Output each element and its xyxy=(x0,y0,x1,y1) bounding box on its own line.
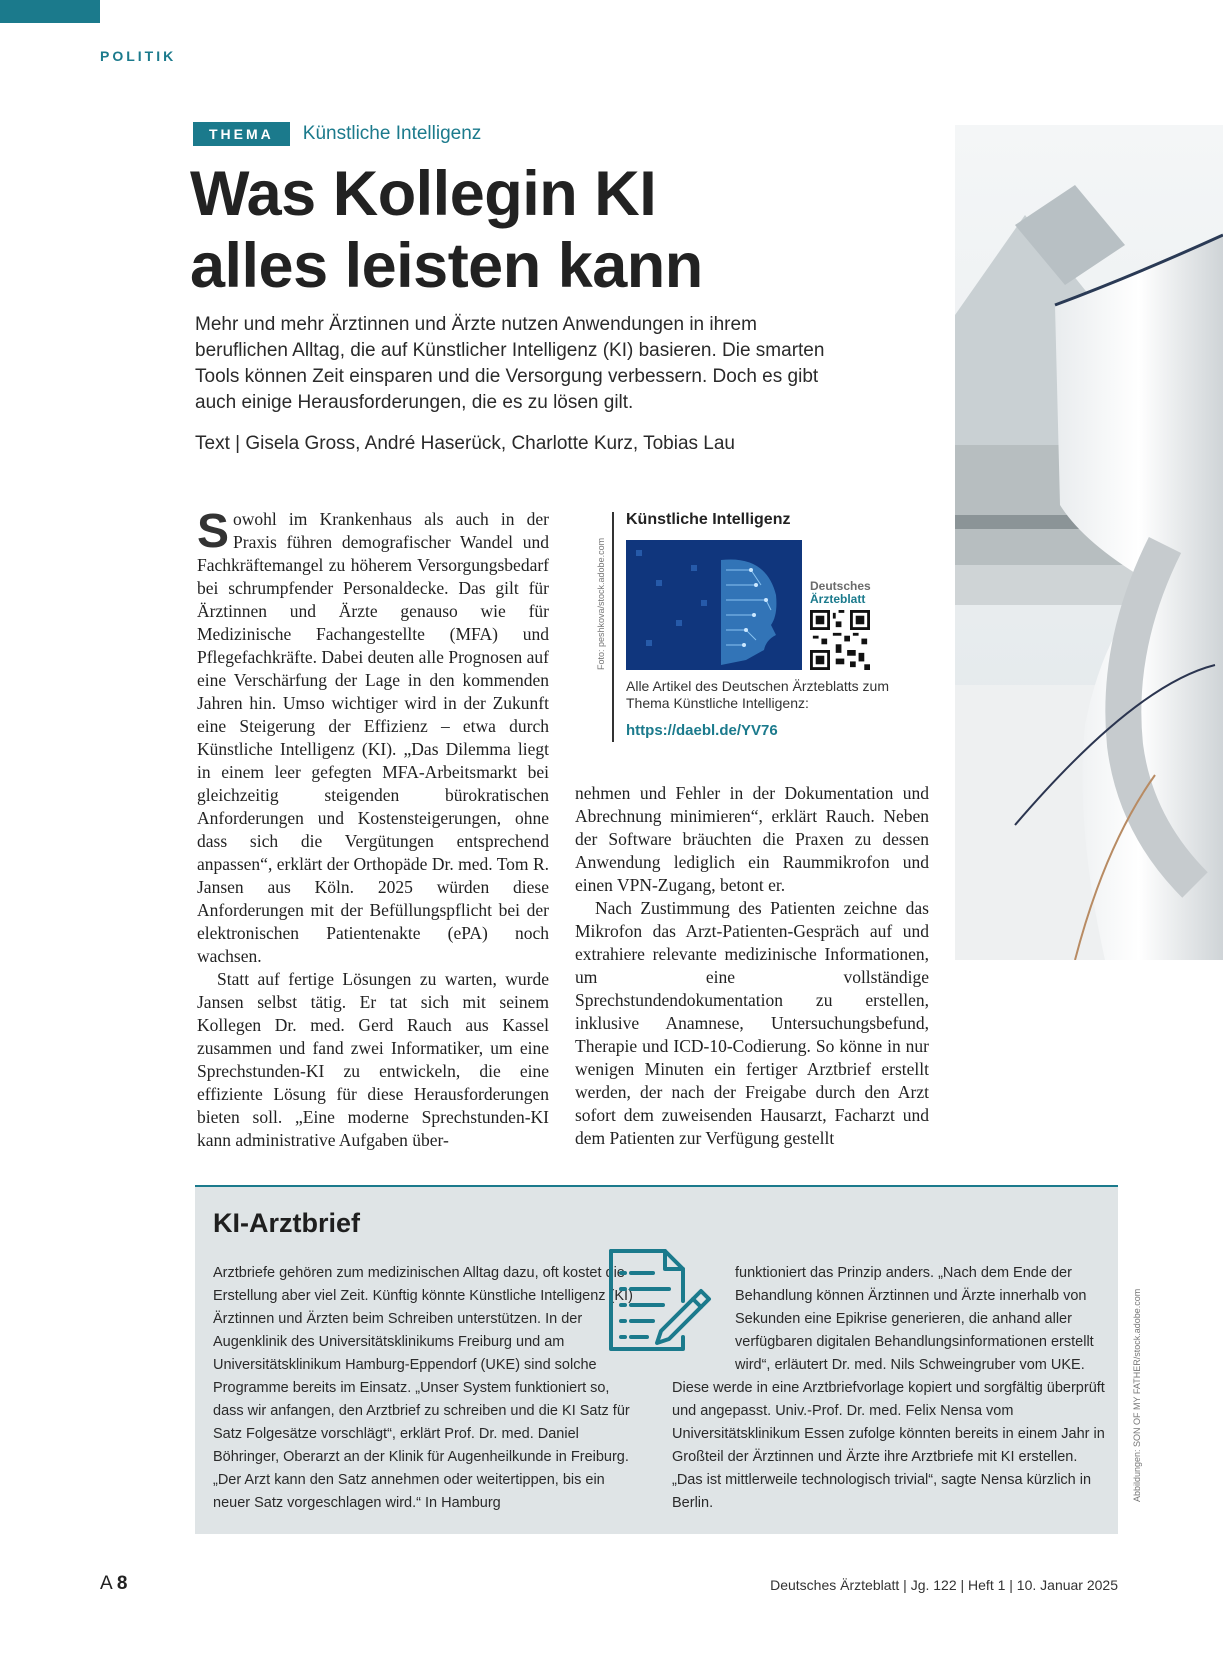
box-column-2-bottom: Diese werde in eine Arztbriefvorlage kopiert und sorgfältig überprüft und angepasst. Univ.-Prof. Dr. med. Felix Nensa vom Universitätsklinikum Essen zufolge könnten bereits in einem Jahr in Großteil der Ärztinnen und Ärzte ihre Arztbriefe mit KI erstellen. „Das ist mittlerweile technologisch trivial“, sagte Nensa kürzlich in Berlin. xyxy=(672,1380,1105,1511)
page-number xyxy=(100,1573,127,1595)
byline: Text | Gisela Gross, André Haserück, Charlotte Kurz, Tobias Lau xyxy=(195,433,735,454)
tag-label: THEMA xyxy=(193,122,290,146)
body-column-1 xyxy=(197,505,549,1152)
document-pen-icon xyxy=(603,1245,713,1355)
computer-monitor-photo xyxy=(955,125,1223,960)
qr-code-icon[interactable] xyxy=(810,610,870,670)
page-number-value: 8 xyxy=(116,1573,128,1594)
dropcap: S xyxy=(197,505,230,558)
box-title: KI-Arztbrief xyxy=(213,1208,360,1238)
ai-head-image xyxy=(626,540,802,670)
footer-citation: Deutsches Ärzteblatt | Jg. 122 | Heft 1 | 10. Januar 2025 xyxy=(770,1577,1118,1593)
box-column-1: Arztbriefe gehören zum medizinischen Alltag dazu, oft kostet die Erstellung aber viel Zeit. Künftig könnte Künstliche Intelligenz (KI) Ärztinnen und Ärzten beim Schreiben unterstützen. In der Augenklinik des Universitätsklinikums Freiburg und am Universitätsklinikum Hamburg-Eppendorf (UKE) sind solche Programme bereits im Einsatz. „Unser System funktioniert so, dass wir anfangen, den Arztbrief zu schreiben und die KI Satz für Satz Folgesätze vorschlägt“, erklärt Prof. Dr. med. Daniel Böhringer, Oberarzt an der Klinik für Augenheilkunde in Freiburg. „Der Arzt kann den Satz annehmen oder weitertippen, bis ein neuer Satz vorgeschlagen wird.“ In Hamburg xyxy=(213,1265,633,1511)
topic-tag xyxy=(193,122,481,146)
brand-logo xyxy=(810,580,871,606)
lead-paragraph: Mehr und mehr Ärztinnen und Ärzte nutzen Anwendungen in ihrem beruflichen Alltag, die auf Künstlicher Intelligenz (KI) basieren. Die smarten Tools können Zeit einsparen und die Versorgung verbessern. Doch es gibt auch einige Herausforderungen, die es zu lösen gilt. xyxy=(195,314,825,413)
photo-credit: Foto: peshkova/stock.adobe.com xyxy=(596,537,606,670)
headline xyxy=(190,158,890,302)
brand-line-1: Deutsches xyxy=(810,579,871,593)
body-paragraph: nehmen und Fehler in der Dokumentation und Abrechnung minimieren“, erklärt Rauch. Neben der Software bräuchten die Praxen zu dessen Anwendung lediglich ein Raummikrofon und einen VPN-Zugang, betont er. xyxy=(575,783,929,895)
brand-line-2: Ärzteblatt xyxy=(810,592,866,606)
body-column-2 xyxy=(575,782,929,1150)
infobox-link[interactable]: https://daebl.de/YV76 xyxy=(626,722,778,739)
page-prefix: A xyxy=(100,1573,112,1594)
infobox-text: Alle Artikel des Deutschen Ärzteblatts zum Thema Künstliche Intelligenz: xyxy=(626,678,890,711)
box-column-2-top: funktioniert das Prinzip anders. „Nach dem Ende der Behandlung können Ärztinnen und Ärzte innerhalb von Sekunden eine Epikrise generieren, die anhand aller verfügbaren digitalen Behandlungsinformationen erstellt wird“, erläutert Dr. med. Nils Schweingruber vom UKE. xyxy=(735,1265,1094,1373)
infobox-title: Künstliche Intelligenz xyxy=(626,511,791,528)
headline-line-1: Was Kollegin KI xyxy=(190,159,657,229)
body-paragraph: Statt auf fertige Lösungen zu warten, wurde Jansen selbst tätig. Er tat sich mit seinem Kollegen Dr. med. Gerd Rauch aus Kassel zusammen und fand zwei Informatiker, um eine Sprechstunden-KI zu entwickeln, die eine effiziente Lösung für diese Herausforderungen bieten soll. „Eine moderne Sprechstunden-KI kann administrative Aufgaben über- xyxy=(197,969,549,1150)
headline-line-2: alles leisten kann xyxy=(190,231,703,301)
tag-topic: Künstliche Intelligenz xyxy=(302,123,482,144)
section-label: POLITIK xyxy=(100,48,177,64)
accent-bar xyxy=(0,0,100,23)
body-paragraph: owohl im Krankenhaus als auch in der Praxis führen demografischer Wandel und Fachkräftemangel zu höherem Versorgungsbedarf bei schrumpfender Personaldecke. Das gilt für Ärztinnen und Ärzte genauso wie für Medizinische Fachangestellte (MFA) und Pflegefachkräfte. Dabei deuten alle Prognosen auf eine Verschärfung der Lage in den kommenden Jahren hin. Umso wichtiger wird in der Zukunft eine Steigerung der Effizienz – etwa durch Künstliche Intelligenz (KI). „Das Dilemma liegt in einem leer gefegten MFA-Arbeitsmarkt bei gleichzeitig steigenden bürokratischen Anforderungen und Kostensteigerungen, ohne dass sich die Vergütungen entsprechend anpassen“, erklärt der Orthopäde Dr. med. Tom R. Jansen aus Köln. 2025 würden diese Anforderungen mit der Befüllungspflicht bei der elektronischen Patientenakte (ePA) noch wachsen. xyxy=(197,509,549,966)
body-paragraph: Nach Zustimmung des Patienten zeichne das Mikrofon das Arzt-Patienten-Gespräch auf und extrahiere relevante medizinische Informationen, um eine vollständige Sprechstundendokumentation zu erstellen, inklusive Anamnese, Untersuchungsbefund, Therapie und ICD-10-Codierung. So könne in nur wenigen Minuten ein fertiger Arztbrief erstellt werden, der nach der Freigabe durch den Arzt sofort dem zuweisenden Hausarzt, Facharzt und dem Patienten zur Verfügung gestellt xyxy=(575,898,929,1148)
illustration-credit: Abbildungen: SON OF MY FATHER/stock.adobe.com xyxy=(1132,1288,1142,1502)
